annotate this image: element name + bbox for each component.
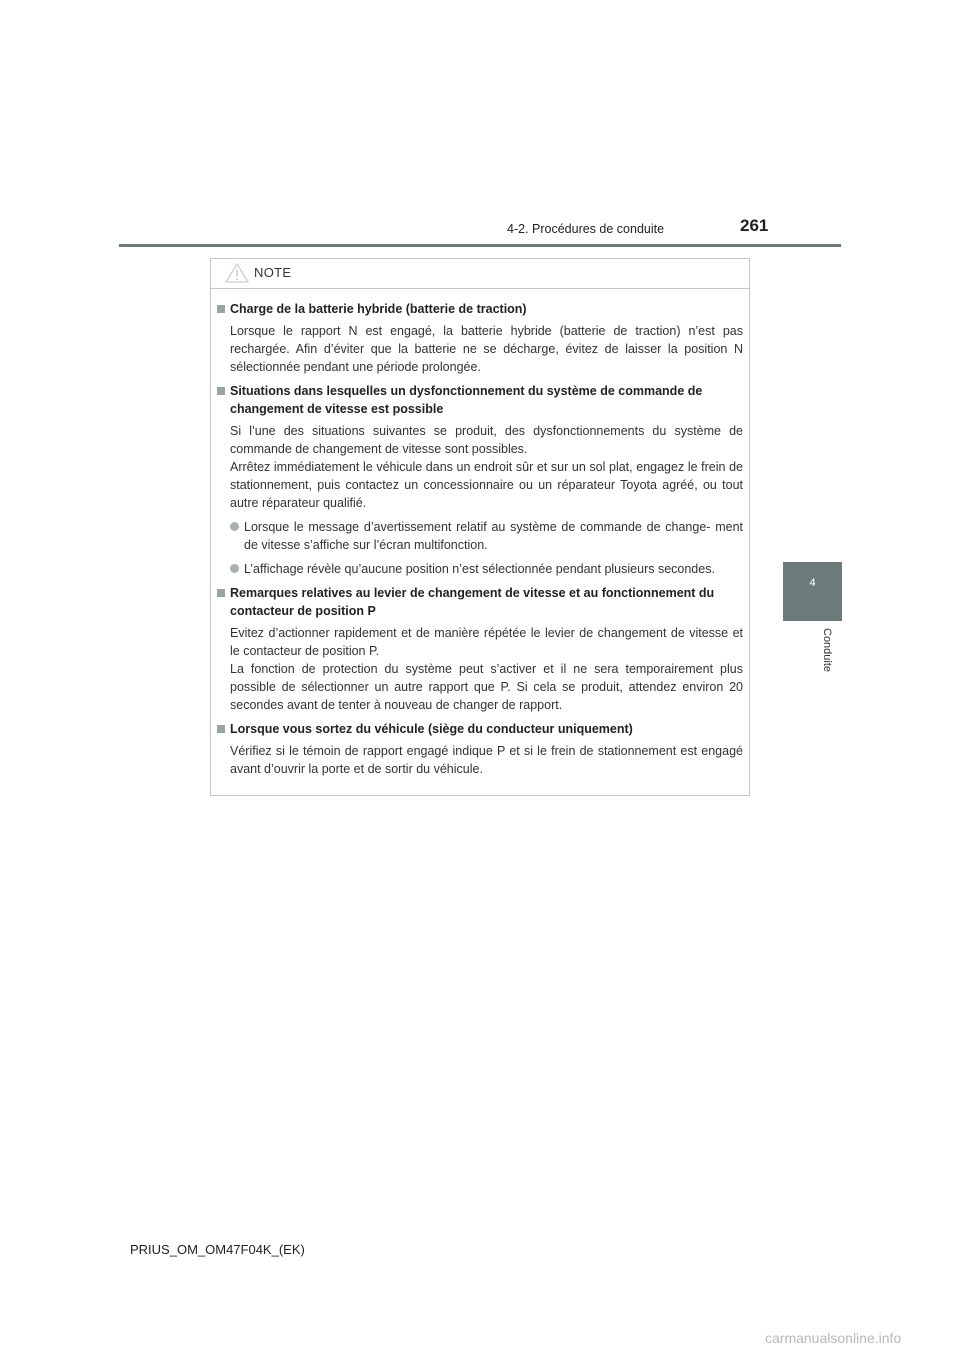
note-paragraph: La fonction de protection du système peut s’activer et il ne sera temporairement plus possible de sélectionner un autre rapport que P. Si cela se produit, attendez environ 20 secondes avant de tenter à nouveau de changer de rapport. <box>230 662 743 712</box>
note-paragraph: Lorsque le rapport N est engagé, la batterie hybride (batterie de traction) n’est pas rechargée. Afin d’éviter que la batterie ne se décharge, évitez de laisser la position N sélectionnée pendant une période prolongée. <box>230 324 743 374</box>
page-number: 261 <box>740 216 769 235</box>
chapter-tab <box>783 562 842 621</box>
square-bullet-icon <box>217 305 225 313</box>
note-item <box>217 300 743 376</box>
note-item-title-text: Remarques relatives au levier de changement de vitesse et au fonctionnement du contacteur de position P <box>230 586 715 618</box>
chapter-number: 4 <box>809 577 816 589</box>
square-bullet-icon <box>217 725 225 733</box>
note-item-title <box>217 300 743 318</box>
square-bullet-icon <box>217 589 225 597</box>
note-item-title <box>217 720 743 738</box>
chapter-label: Conduite <box>821 628 833 673</box>
note-item <box>217 720 743 778</box>
note-paragraph: Vérifiez si le témoin de rapport engagé indique P et si le frein de stationnement est engagé avant d’ouvrir la porte et de sortir du véhicule. <box>230 744 743 776</box>
note-item <box>217 382 743 578</box>
note-item-title-text: Charge de la batterie hybride (batterie de traction) <box>230 302 527 316</box>
note-paragraph: Si l’une des situations suivantes se produit, des dysfonctionnements du système de commande de changement de vitesse sont possibles. <box>230 424 743 456</box>
document-code-footer: PRIUS_OM_OM47F04K_(EK) <box>130 1242 305 1257</box>
note-item-title-text: Situations dans lesquelles un dysfonctionnement du système de commande de changement de vitesse est possible <box>230 384 703 416</box>
note-bullet-text: Lorsque le message d’avertissement relatif au système de commande de change- ment de vitesse s’affiche sur l’écran multifonction. <box>244 520 743 552</box>
note-body <box>211 289 749 778</box>
note-item-title-text: Lorsque vous sortez du véhicule (siège du conducteur uniquement) <box>230 722 633 736</box>
header-rule <box>119 244 841 247</box>
note-bullet-text: L’affichage révèle qu’aucune position n’est sélectionnée pendant plusieurs secondes. <box>244 562 715 576</box>
note-item-title <box>217 584 743 620</box>
note-bullet <box>230 560 743 578</box>
warning-triangle-icon <box>225 263 249 283</box>
circle-bullet-icon <box>230 522 239 531</box>
note-box <box>210 258 750 796</box>
square-bullet-icon <box>217 387 225 395</box>
note-paragraph: Arrêtez immédiatement le véhicule dans un endroit sûr et sur un sol plat, engagez le frein de stationnement, puis contactez un concessionnaire ou un réparateur Toyota agréé, ou tout autre réparateur qualifié. <box>230 460 743 510</box>
note-title: NOTE <box>254 265 292 280</box>
note-item-title <box>217 382 743 418</box>
header-section-title: 4-2. Procédures de conduite <box>507 222 665 236</box>
note-header <box>211 259 749 289</box>
note-bullet <box>230 518 743 554</box>
watermark: carmanualsonline.info <box>765 1330 902 1346</box>
note-paragraph: Evitez d’actionner rapidement et de manière répétée le levier de changement de vitesse et le contacteur de position P. <box>230 626 743 658</box>
circle-bullet-icon <box>230 564 239 573</box>
note-item <box>217 584 743 714</box>
